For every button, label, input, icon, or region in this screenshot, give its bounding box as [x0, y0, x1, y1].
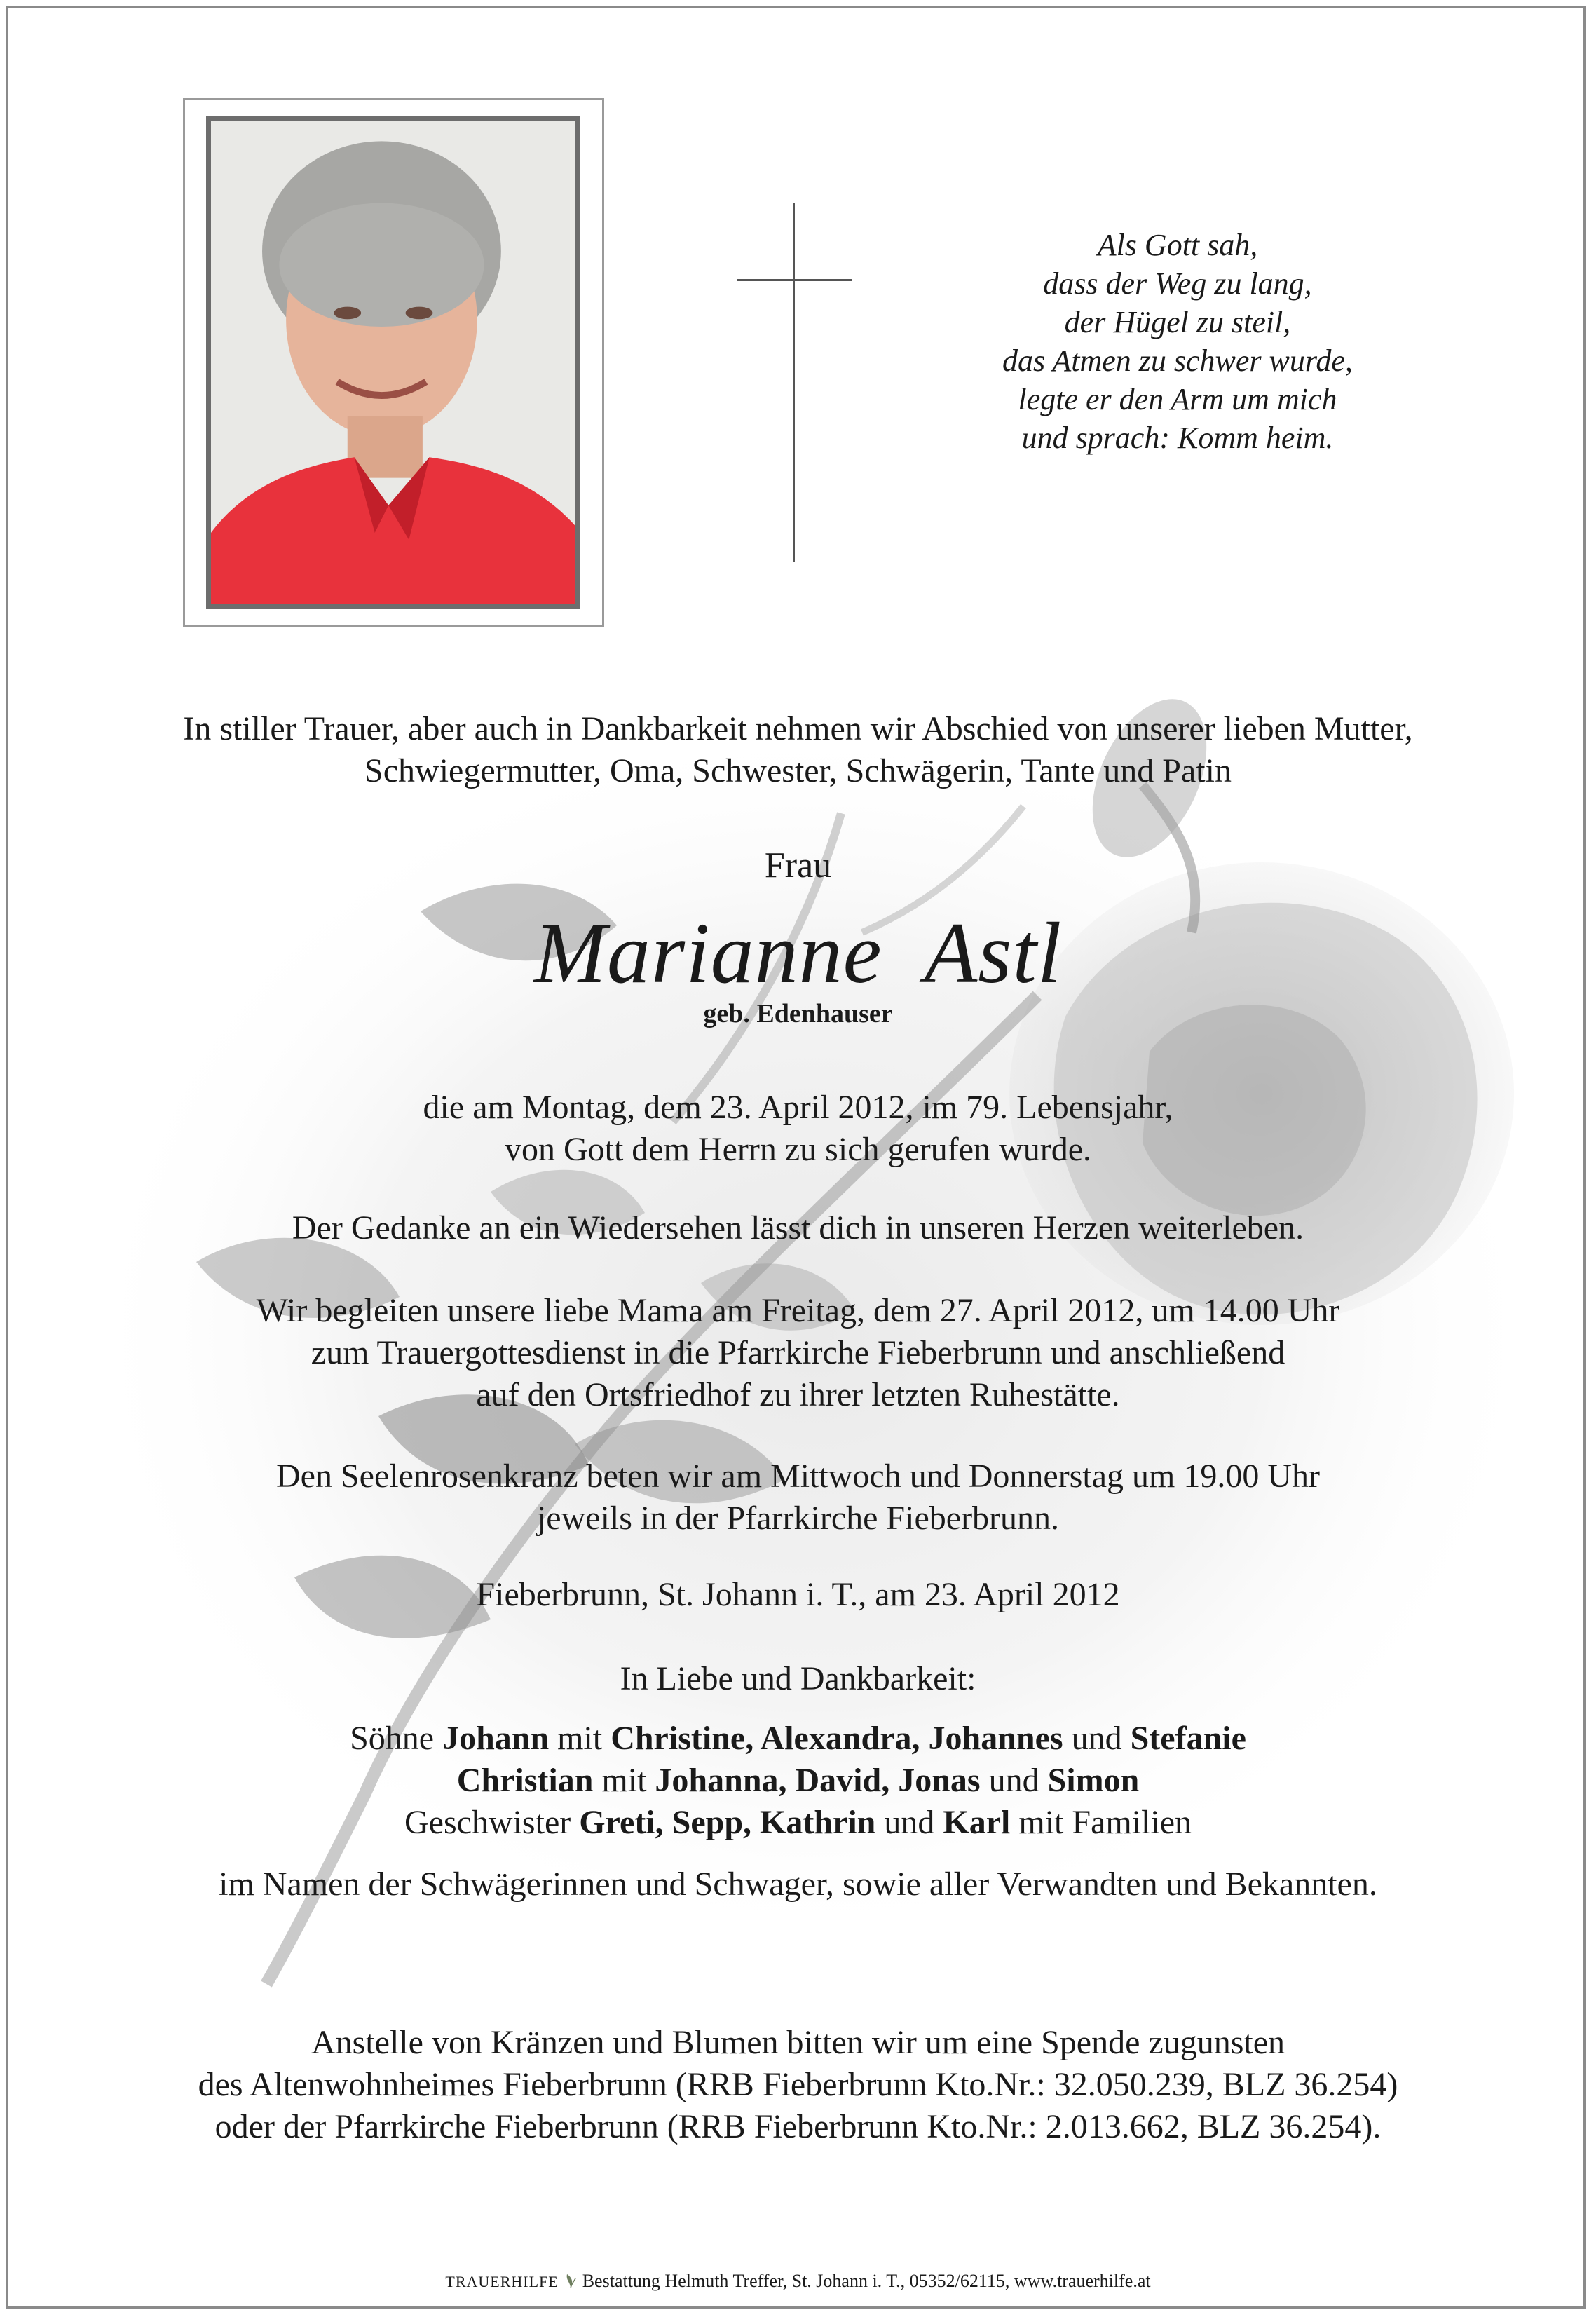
footer	[0, 2270, 1596, 2293]
funeral-line: auf den Ortsfriedhof zu ihrer letzten Ruhestätte.	[476, 1376, 1120, 1413]
family-list	[0, 1718, 1596, 1844]
family-name: Greti, Sepp, Kathrin	[579, 1804, 876, 1841]
remembrance-text: Der Gedanke an ein Wiedersehen lässt dich in unseren Herzen weiterleben.	[292, 1209, 1304, 1246]
poem-line: das Atmen zu schwer wurde,	[1002, 344, 1353, 378]
family-name: Simon	[1047, 1762, 1140, 1799]
footer-text: Bestattung Helmuth Treffer, St. Johann i. T., 05352/62115, www.trauerhilfe.at	[582, 2271, 1151, 2291]
salutation: Frau	[764, 845, 832, 885]
behalf-line	[0, 1863, 1596, 1905]
closing-greeting	[0, 1658, 1596, 1700]
place-date	[0, 1574, 1596, 1616]
poem-line: der Hügel zu steil,	[1064, 305, 1291, 339]
place-date-text: Fieberbrunn, St. Johann i. T., am 23. April 2012	[476, 1576, 1120, 1613]
family-name: Christine, Alexandra, Johannes	[611, 1720, 1063, 1757]
poem	[925, 226, 1430, 457]
family-text: mit	[593, 1762, 655, 1799]
deceased-name: Marianne Astl	[533, 905, 1063, 1001]
rosary-line: jeweils in der Pfarrkirche Fieberbrunn.	[536, 1500, 1060, 1537]
family-text: und	[875, 1804, 943, 1841]
family-name: Karl	[943, 1804, 1011, 1841]
family-text: Geschwister	[404, 1804, 580, 1841]
death-line: die am Montag, dem 23. April 2012, im 79. Lebensjahr,	[423, 1089, 1173, 1126]
family-text: und	[1063, 1720, 1131, 1757]
donation-request	[0, 2022, 1596, 2148]
poem-line: legte er den Arm um mich	[1018, 382, 1337, 416]
behalf-text: im Namen der Schwägerinnen und Schwager, sowie aller Verwandten und Bekannten.	[219, 1866, 1377, 1903]
portrait-frame	[183, 98, 604, 627]
intro-line: Schwiegermutter, Oma, Schwester, Schwägerin, Tante und Patin	[364, 752, 1232, 789]
death-notice	[0, 1087, 1596, 1171]
rosary-line: Den Seelenrosenkranz beten wir am Mittwoch und Donnerstag um 19.00 Uhr	[276, 1458, 1320, 1495]
death-line: von Gott dem Herrn zu sich gerufen wurde.	[504, 1131, 1092, 1168]
funeral-line: Wir begleiten unsere liebe Mama am Freitag, dem 27. April 2012, um 14.00 Uhr	[256, 1292, 1340, 1329]
donation-line: oder der Pfarrkirche Fieberbrunn (RRB Fieberbrunn Kto.Nr.: 2.013.662, BLZ 36.254).	[214, 2108, 1382, 2145]
family-line-sons	[0, 1718, 1596, 1760]
funeral-line: zum Trauergottesdienst in die Pfarrkirche Fieberbrunn und anschließend	[311, 1334, 1285, 1371]
rosary-details	[0, 1455, 1596, 1540]
footer-brand: TRAUERHILFE	[445, 2273, 559, 2290]
family-text: mit	[549, 1720, 611, 1757]
poem-line: Als Gott sah,	[1097, 228, 1258, 262]
portrait-photo	[206, 116, 580, 609]
family-name: Stefanie	[1130, 1720, 1246, 1757]
cross-vertical-bar	[793, 203, 795, 562]
intro-text	[0, 708, 1596, 792]
family-text: mit Familien	[1010, 1804, 1192, 1841]
leaf-icon	[563, 2271, 578, 2290]
family-name: Johann	[442, 1720, 550, 1757]
family-text: und	[980, 1762, 1048, 1799]
cross-horizontal-bar	[737, 279, 852, 281]
donation-line: Anstelle von Kränzen und Blumen bitten wir um eine Spende zugunsten	[311, 2024, 1285, 2061]
family-name: Johanna, David, Jonas	[655, 1762, 981, 1799]
poem-line: und sprach: Komm heim.	[1021, 421, 1334, 455]
family-line-siblings	[0, 1802, 1596, 1844]
donation-line: des Altenwohnheimes Fieberbrunn (RRB Fieberbrunn Kto.Nr.: 32.050.239, BLZ 36.254)	[198, 2066, 1398, 2103]
funeral-details	[0, 1290, 1596, 1416]
poem-line: dass der Weg zu lang,	[1043, 266, 1312, 301]
intro-line: In stiller Trauer, aber auch in Dankbarkeit nehmen wir Abschied von unserer lieben Mutter,	[183, 710, 1413, 747]
closing-greeting-text: In Liebe und Dankbarkeit:	[620, 1660, 976, 1697]
family-line-christian	[0, 1760, 1596, 1802]
family-name: Christian	[456, 1762, 594, 1799]
family-text: Söhne	[350, 1720, 443, 1757]
birth-name: geb. Edenhauser	[703, 999, 893, 1028]
remembrance-line	[0, 1207, 1596, 1249]
